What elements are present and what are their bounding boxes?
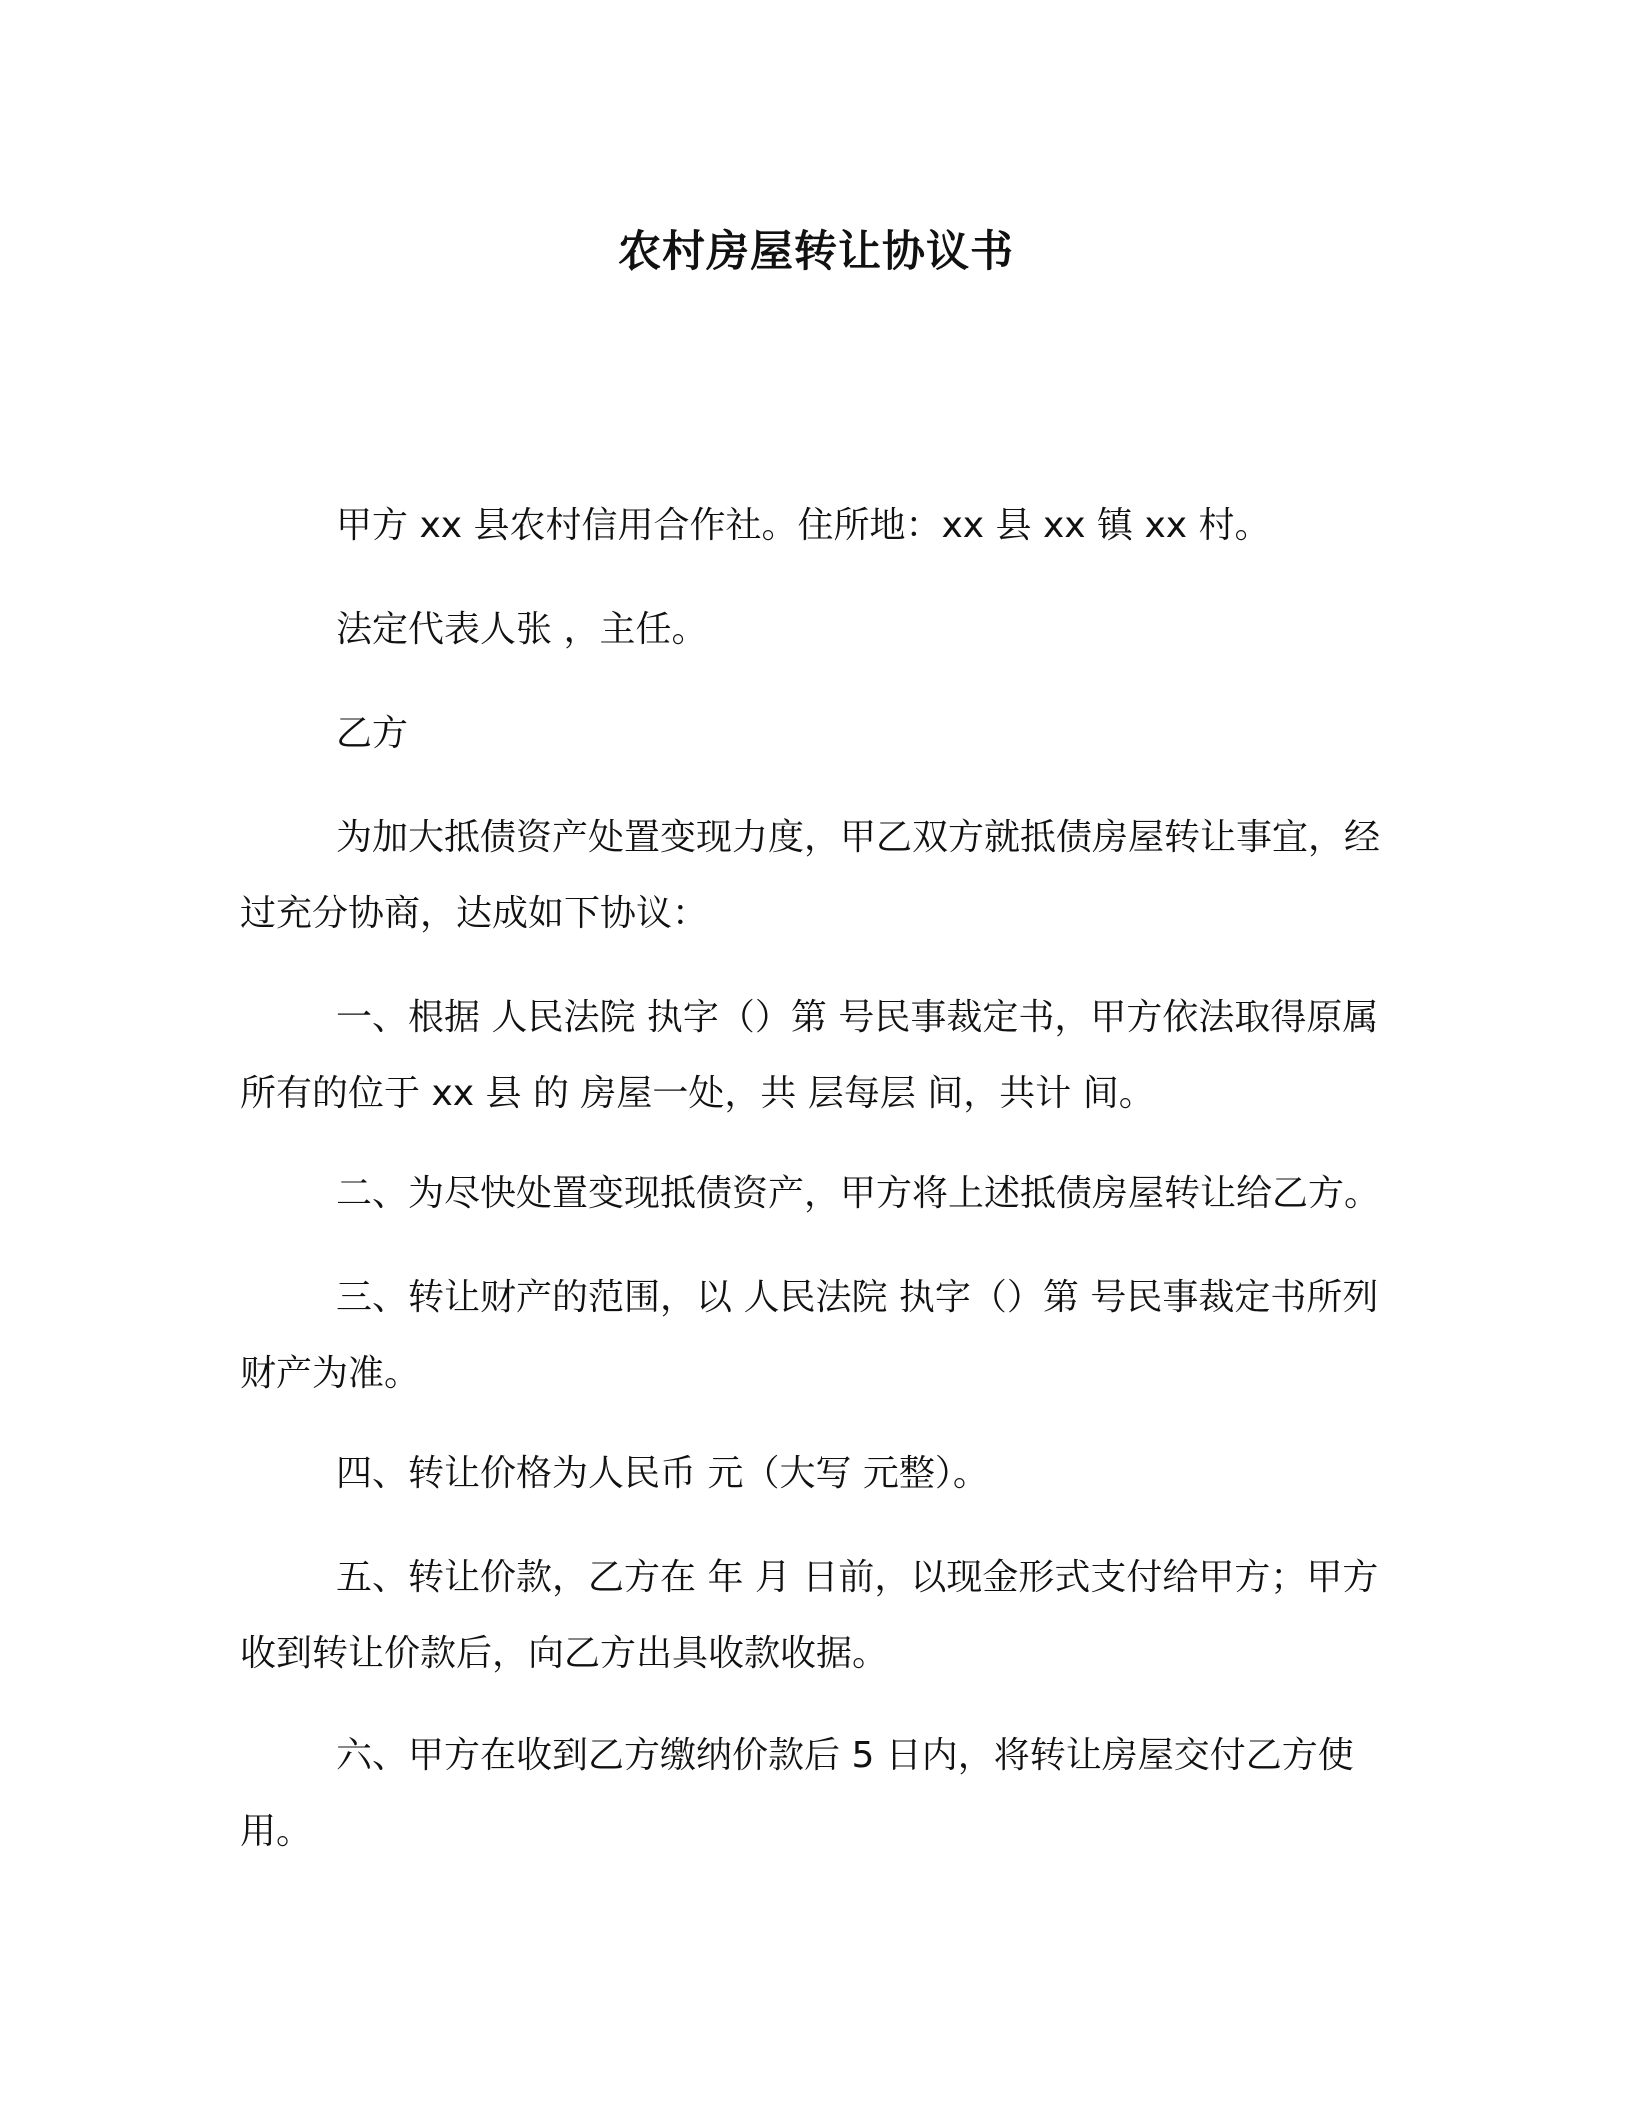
- paragraph-preamble: 为加大抵债资产处置变现力度，甲乙双方就抵债房屋转让事宜，经过充分协商，达成如下协议：: [240, 817, 1381, 934]
- paragraph-clause-3: 三、转让财产的范围，以 人民法院 执字（）第 号民事裁定书所列财产为准。: [240, 1277, 1379, 1394]
- paragraph-clause-5: 五、转让价款，乙方在 年 月 日前，以现金形式支付给甲方；甲方收到转让价款后，向乙方出具收款收据。: [240, 1557, 1379, 1674]
- paragraph-clause-2: 二、为尽快处置变现抵债资产，甲方将上述抵债房屋转让给乙方。: [336, 1173, 1381, 1214]
- paragraph-party-b: 乙方: [336, 713, 409, 754]
- document-title: 农村房屋转让协议书: [618, 227, 1014, 277]
- paragraph-clause-1: 一、根据 人民法院 执字（）第 号民事裁定书，甲方依法取得原属 所有的位于 xx 县 的 房屋一处，共 层每层 间，共计 间。: [240, 997, 1379, 1114]
- paragraph-clause-6: 六、甲方在收到乙方缴纳价款后 5 日内，将转让房屋交付乙方使用。: [240, 1735, 1354, 1852]
- paragraph-legal-representative: 法定代表人张 ，主任。: [336, 609, 708, 650]
- paragraph-clause-4: 四、转让价格为人民币 元（大写 元整）。: [336, 1453, 989, 1494]
- paragraph-party-a: 甲方 xx 县农村信用合作社。住所地：xx 县 xx 镇 xx 村。: [336, 505, 1271, 546]
